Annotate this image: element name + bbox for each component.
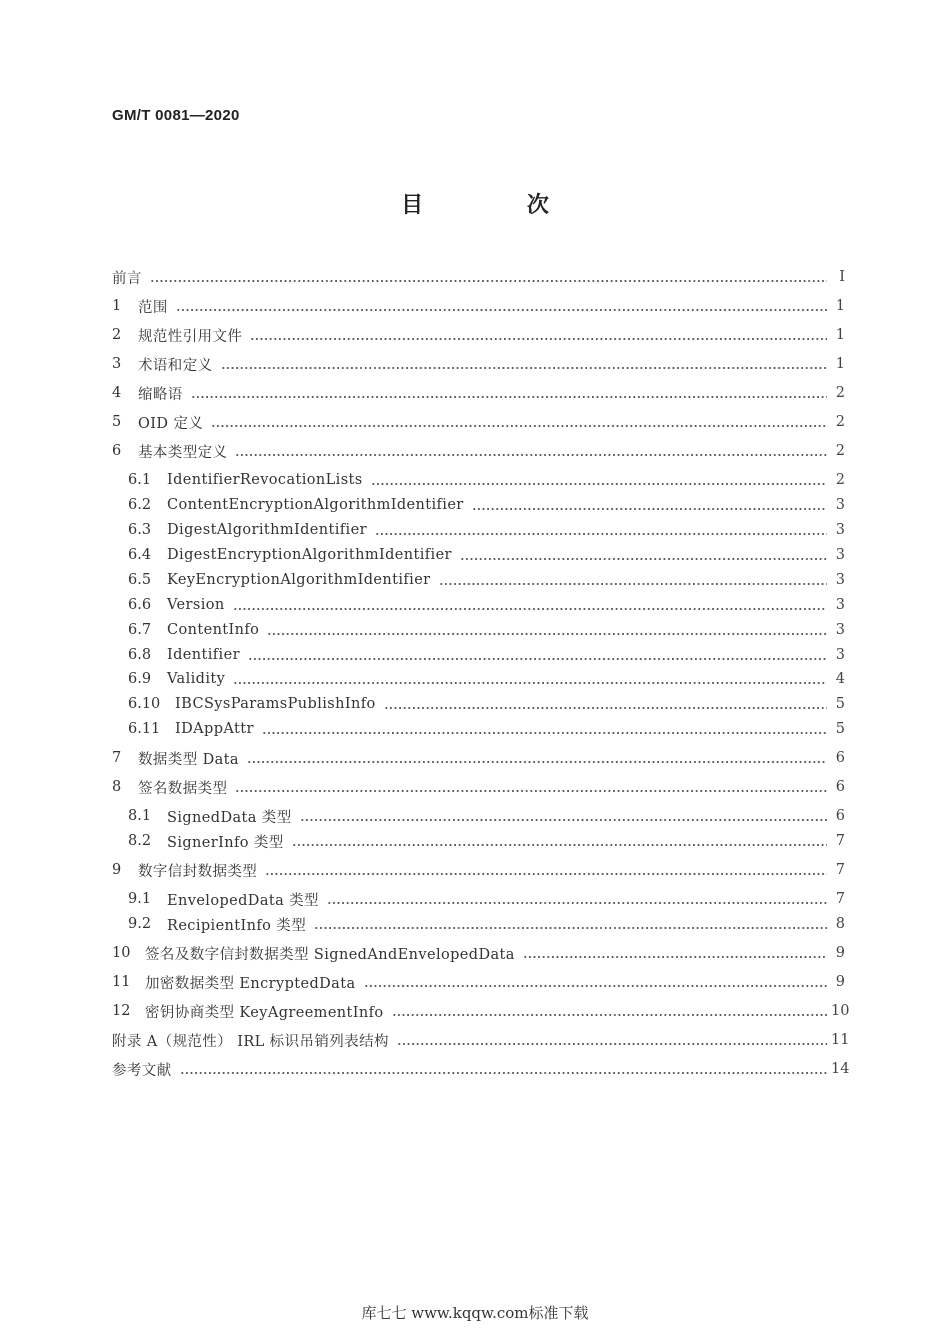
toc-entry-label: SignedData 类型 <box>167 809 292 826</box>
toc-entry-number: 6.7 <box>128 622 152 638</box>
toc-entry-page: 14 <box>831 1061 850 1077</box>
toc-entry-number: 6.8 <box>128 647 152 663</box>
toc-entry-label: 范围 <box>138 299 168 316</box>
toc-entry[interactable] <box>112 324 845 346</box>
toc-entry-number: 3 <box>112 356 122 372</box>
toc-entry[interactable] <box>112 382 845 404</box>
toc-entry[interactable] <box>112 469 845 491</box>
dot-leader <box>191 382 827 404</box>
toc-entry-page: 1 <box>835 327 845 343</box>
toc-entry-label: KeyEncryptionAlgorithmIdentifier <box>167 572 431 588</box>
toc-entry-label: SignerInfo 类型 <box>167 834 284 851</box>
toc-entry-number: 6.4 <box>128 547 152 563</box>
dot-leader <box>439 569 827 591</box>
toc-entry-label: Version <box>167 597 225 613</box>
dot-leader <box>235 440 827 462</box>
toc-entry-page: 4 <box>835 671 845 687</box>
toc-entry-page: 3 <box>835 647 845 663</box>
toc-entry-page: 7 <box>835 833 845 849</box>
dot-leader <box>262 718 827 740</box>
toc-entry[interactable] <box>112 747 845 769</box>
toc-entry-number: 6.6 <box>128 597 152 613</box>
toc-entry-page: 2 <box>835 385 845 401</box>
toc-entry[interactable] <box>112 569 845 591</box>
toc-entry-number: 1 <box>112 298 122 314</box>
toc-entry-label: 参考文献 <box>112 1062 172 1079</box>
toc-entry-number: 10 <box>112 945 131 961</box>
toc-entry-page: 5 <box>835 696 845 712</box>
toc-entry-number: 8.1 <box>128 808 152 824</box>
toc-entry-label: RecipientInfo 类型 <box>167 917 307 934</box>
toc-entry[interactable] <box>112 266 845 288</box>
toc-entry-page: 10 <box>831 1003 850 1019</box>
toc-entry-number: 6.10 <box>128 696 161 712</box>
dot-leader <box>247 747 827 769</box>
toc-entry-number: 6 <box>112 443 122 459</box>
toc-entry-number: 6.5 <box>128 572 152 588</box>
toc-entry-number: 11 <box>112 974 131 990</box>
toc-entry-number: 8 <box>112 779 122 795</box>
toc-entry[interactable] <box>112 1000 850 1022</box>
toc-entry-label: EnvelopedData 类型 <box>167 892 319 909</box>
table-of-contents <box>112 0 850 1339</box>
toc-entry-label: 术语和定义 <box>138 357 213 374</box>
dot-leader <box>176 295 827 317</box>
toc-entry-number: 9.2 <box>128 916 152 932</box>
dot-leader <box>150 266 827 288</box>
dot-leader <box>397 1029 827 1051</box>
toc-entry-label: 签名数据类型 <box>138 780 228 797</box>
toc-entry-page: 3 <box>835 597 845 613</box>
dot-leader <box>211 411 827 433</box>
toc-entry-page: 2 <box>835 472 845 488</box>
toc-entry[interactable] <box>112 619 845 641</box>
dot-leader <box>523 942 827 964</box>
toc-entry-page: 3 <box>835 622 845 638</box>
toc-entry[interactable] <box>112 644 845 666</box>
toc-entry[interactable] <box>112 693 845 715</box>
toc-entry[interactable] <box>112 519 845 541</box>
toc-entry-number: 9.1 <box>128 891 152 907</box>
toc-entry-label: 缩略语 <box>138 386 183 403</box>
toc-entry-label: 基本类型定义 <box>138 444 228 461</box>
toc-entry[interactable] <box>112 494 845 516</box>
toc-entry-number: 12 <box>112 1003 131 1019</box>
toc-entry-label: Identifier <box>167 647 240 663</box>
dot-leader <box>221 353 828 375</box>
toc-entry-label: 加密数据类型 EncryptedData <box>145 975 356 992</box>
toc-entry-page: 1 <box>835 298 845 314</box>
toc-entry[interactable] <box>112 440 845 462</box>
toc-entry-page: 6 <box>835 808 845 824</box>
toc-entry-page: 3 <box>835 497 845 513</box>
toc-entry-page: 7 <box>835 862 845 878</box>
toc-entry-label: IDAppAttr <box>175 721 254 737</box>
dot-leader <box>235 776 827 798</box>
toc-entry-number: 8.2 <box>128 833 152 849</box>
dot-leader <box>375 519 827 541</box>
toc-entry-page: 9 <box>835 945 845 961</box>
toc-entry-label: DigestAlgorithmIdentifier <box>167 522 367 538</box>
toc-entry-label: Validity <box>167 671 226 687</box>
toc-entry-page: 6 <box>835 779 845 795</box>
toc-entry-label: IdentifierRevocationLists <box>167 472 363 488</box>
dot-leader <box>384 693 827 715</box>
toc-entry-number: 7 <box>112 750 122 766</box>
toc-entry[interactable] <box>112 1058 850 1080</box>
toc-entry[interactable] <box>112 805 845 827</box>
toc-entry-page: 1 <box>835 356 845 372</box>
toc-entry-label: 数字信封数据类型 <box>138 863 258 880</box>
toc-entry-label: ContentInfo <box>167 622 260 638</box>
toc-entry[interactable] <box>112 859 845 881</box>
toc-entry-page: 6 <box>835 750 845 766</box>
dot-leader <box>314 913 827 935</box>
toc-entry-number: 6.2 <box>128 497 152 513</box>
dot-leader <box>300 805 827 827</box>
toc-entry-number: 5 <box>112 414 122 430</box>
toc-entry-page: 11 <box>831 1032 850 1048</box>
toc-entry-label: IBCSysParamsPublishInfo <box>175 696 376 712</box>
dot-leader <box>233 668 827 690</box>
toc-entry-label: 规范性引用文件 <box>138 328 243 345</box>
dot-leader <box>292 830 827 852</box>
toc-entry[interactable] <box>112 776 845 798</box>
toc-entry-label: DigestEncryptionAlgorithmIdentifier <box>167 547 452 563</box>
dot-leader <box>250 324 827 346</box>
dot-leader <box>233 594 827 616</box>
toc-entry-number: 6.11 <box>128 721 161 737</box>
toc-entry-page: 2 <box>835 414 845 430</box>
toc-entry-page: 2 <box>835 443 845 459</box>
toc-entry[interactable] <box>112 668 845 690</box>
footer-watermark: 库七七 www.kqqw.com标准下载 <box>361 1304 589 1322</box>
toc-entry[interactable] <box>112 544 845 566</box>
dot-leader <box>392 1000 827 1022</box>
toc-entry[interactable] <box>112 971 845 993</box>
toc-entry-page: 9 <box>835 974 845 990</box>
toc-entry-label: ContentEncryptionAlgorithmIdentifier <box>167 497 464 513</box>
toc-entry[interactable] <box>112 718 845 740</box>
dot-leader <box>371 469 827 491</box>
toc-entry-label: 前言 <box>112 270 142 287</box>
dot-leader <box>327 888 827 910</box>
toc-entry-number: 9 <box>112 862 122 878</box>
toc-entry[interactable] <box>112 411 845 433</box>
toc-entry-page: 3 <box>835 547 845 563</box>
toc-entry-page: 7 <box>835 891 845 907</box>
toc-entry-page: 3 <box>835 522 845 538</box>
toc-entry-page: 3 <box>835 572 845 588</box>
toc-entry-number: 6.9 <box>128 671 152 687</box>
standard-code: GM/T 0081—2020 <box>112 107 240 124</box>
toc-entry[interactable] <box>112 888 845 910</box>
dot-leader <box>472 494 827 516</box>
toc-entry[interactable] <box>112 942 845 964</box>
dot-leader <box>248 644 827 666</box>
toc-entry[interactable] <box>112 295 845 317</box>
toc-entry-label: OID 定义 <box>138 415 204 432</box>
page-title: 目 次 <box>401 193 597 218</box>
toc-entry-label: 数据类型 Data <box>138 751 239 768</box>
toc-entry[interactable] <box>112 594 845 616</box>
toc-entry-label: 签名及数字信封数据类型 SignedAndEnvelopedData <box>145 946 515 963</box>
dot-leader <box>267 619 827 641</box>
toc-entry-number: 6.3 <box>128 522 152 538</box>
toc-entry[interactable] <box>112 1029 850 1051</box>
toc-entry-label: 密钥协商类型 KeyAgreementInfo <box>145 1004 384 1021</box>
dot-leader <box>364 971 828 993</box>
toc-entry[interactable] <box>112 830 845 852</box>
dot-leader <box>460 544 827 566</box>
toc-entry-label: 附录 A（规范性） IRL 标识吊销列表结构 <box>112 1033 389 1050</box>
toc-entry[interactable] <box>112 913 845 935</box>
toc-entry-page: 8 <box>835 916 845 932</box>
toc-entry-number: 4 <box>112 385 122 401</box>
toc-entry-page: 5 <box>835 721 845 737</box>
toc-entry-number: 2 <box>112 327 122 343</box>
dot-leader <box>265 859 827 881</box>
toc-entry-number: 6.1 <box>128 472 152 488</box>
toc-entry-page: I <box>839 269 845 285</box>
dot-leader <box>180 1058 827 1080</box>
toc-entry[interactable] <box>112 353 845 375</box>
